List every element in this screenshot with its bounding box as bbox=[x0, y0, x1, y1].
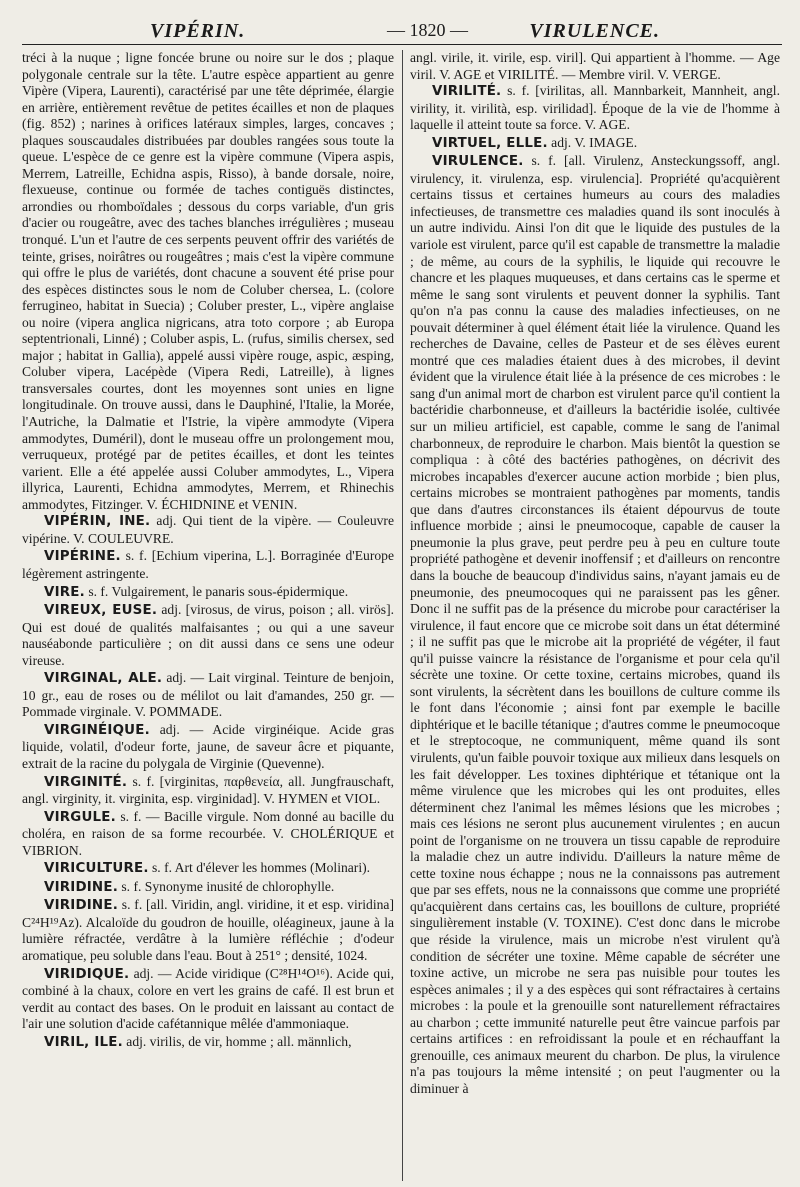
right-continuation-text: angl. virile, it. virile, esp. viril]. Qui appartient à l'homme. — Age viril. V. AGE et VIRILITÉ. — Membre viril. V. VERGE. bbox=[410, 50, 780, 82]
entry-headword: VIRULENCE. bbox=[432, 154, 524, 170]
dictionary-entry bbox=[22, 670, 394, 721]
dictionary-entry bbox=[22, 584, 394, 602]
dictionary-entry bbox=[410, 135, 780, 153]
page-number: — 1820 — bbox=[387, 20, 468, 40]
running-header bbox=[22, 14, 782, 45]
entry-definition: adj. Qui tient de la vipère. — Couleuvre vipérine. V. COULEUVRE. bbox=[22, 513, 394, 546]
entry-definition: s. f. [Echium viperina, L.]. Borraginée d'Europe légèrement astringente. bbox=[22, 548, 394, 581]
dictionary-entry bbox=[22, 548, 394, 582]
entry-headword: VIRILITÉ. bbox=[432, 84, 502, 100]
left-column bbox=[22, 50, 394, 1181]
entry-headword: VIRIDINE. bbox=[44, 898, 118, 914]
entry-definition: adj. — Acide virginéique. Acide gras liquide, volatil, d'odeur forte, jaune, de saveur âcre et piquante, extrait de la racine du polygala de Virginie (Quevenne). bbox=[22, 721, 394, 771]
entry-headword: VIRICULTURE. bbox=[44, 861, 149, 877]
dictionary-entry bbox=[22, 1034, 394, 1052]
dictionary-entry bbox=[410, 83, 780, 134]
dictionary-entry bbox=[22, 513, 394, 547]
entry-headword: VIRIDIQUE. bbox=[44, 966, 130, 982]
entry-headword: VIRGINAL, ALE. bbox=[44, 671, 163, 687]
dictionary-entry bbox=[410, 153, 780, 1097]
entry-headword: VIRE. bbox=[44, 584, 85, 600]
right-column bbox=[410, 50, 780, 1181]
entry-headword: VIRGINÉIQUE. bbox=[44, 722, 150, 738]
dictionary-entry bbox=[22, 860, 394, 878]
entry-definition: adj. — Lait virginal. Teinture de benjoin, 10 gr., eau de roses ou de mélilot ou lait d'amandes, 250 gr. — Pommade virginale. V. POMMADE. bbox=[22, 670, 394, 720]
entry-headword: VIRIDINE. bbox=[44, 879, 118, 895]
entry-definition: adj. virilis, de vir, homme ; all. männlich, bbox=[126, 1033, 352, 1049]
dictionary-entry bbox=[22, 602, 394, 669]
entry-headword: VIPÉRIN, INE. bbox=[44, 514, 151, 530]
entry-definition: s. f. Vulgairement, le panaris sous-épidermique. bbox=[88, 583, 349, 599]
entry-definition: adj. V. IMAGE. bbox=[551, 134, 638, 150]
entry-headword: VIRTUEL, ELLE. bbox=[432, 135, 548, 151]
entry-headword: VIREUX, EUSE. bbox=[44, 603, 158, 619]
dictionary-entry bbox=[22, 879, 394, 897]
entry-definition: adj. [virosus, de virus, poison ; all. virös]. Qui est doué de qualités malfaisantes ; ou qui a une saveur nauséabonde particulière ; on dit aussi dans ce sens une odeur vireuse. bbox=[22, 602, 394, 668]
header-first-word: VIPÉRIN. bbox=[150, 20, 246, 42]
dictionary-entry bbox=[22, 722, 394, 773]
dictionary-entry bbox=[22, 774, 394, 808]
entry-definition: s. f. [virginitas, παρθενεία, all. Jungfrauschaft, angl. virginity, it. virginita, esp. virginidad]. V. HYMEN et VIOL. bbox=[22, 773, 394, 807]
entry-definition: s. f. [virilitas, all. Mannbarkeit, Mannheit, angl. virility, it. virilità, esp. virilidad]. Époque de la vie de l'homme à laquelle il atteint toute sa force. V. AGE. bbox=[410, 83, 780, 133]
left-continuation-text: tréci à la nuque ; ligne foncée brune ou noire sur le dos ; plaque polygonale centrale sur la tête. L'autre espèce appartient au genre Vipère (Vipera, Laurenti), caractérisé par une tête déprimée, élargie en arrière, entièrement revêtue de petites écailles et non de plaques (fig. 852) ; narines à orifices latéraux simples, larges, concaves ; plaques souscaudales distribuées par doubles rangées sous toute la queue. L'espèce de ce genre est la vipère commune (Vipera aspis, Merrem, Latreille, Echidna aspis, Risso), à bande dorsale, noire, flexueuse, continue ou formée de taches contiguës distinctes, arrondies ou rhomboïdales ; dessous du corps variable, d'un gris d'acier ou rougeâtre, avec des taches blanches irrégulières ; museau tronqué. L'un et l'autre de ces serpents peuvent offrir des variétés de teinte, grises, noirâtres ou rougeâtres ; mais c'est la vipère commune qui offre le plus de variétés, dont chacune a souvent été prise pour des espèces distinctes sous le nom de Coluber chersea, L. (colore ferrugineo, habitat in Suecia) ; Coluber prester, L., vipère anglaise ou noire (vipera anglica nigricans, atra toto corpore ; ab Europa septentrionali, Linné) ; Coluber aspis, L. (rufus, similis chersex, sed major ; habitat in Gallia), appelé aussi vipère rouge, aspic, æsping, Coluber vipera, Lacépède (Vipera Redi, Latreille), à lignes transversales courtes, dont les moyennes sont unies en ligne longitudinale. On trouve aussi, dans le Dauphiné, l'Italie, la Morée, l'Autriche, la Dalmatie et l'Istrie, la vipère ammodyte (Vipera ammodytes, Duméril), dont le museau offre un prolongement mou, verruqueux, protégé par de petites écailles, et dont les teintes varient. Elle a été appelée aussi Coluber ammodytes, L., Vipera illyrica, Laurenti, Echidna ammodytes, Merrem, et Rhinechis ammodytes, Fitzinger. V. ÉCHIDNINE et VENIN. bbox=[22, 50, 394, 512]
entry-headword: VIRIL, ILE. bbox=[44, 1034, 123, 1050]
entry-headword: VIRGINITÉ. bbox=[44, 774, 128, 790]
column-divider bbox=[402, 50, 403, 1181]
entry-definition: s. f. [all. Viridin, angl. viridine, it et esp. viridina] C²⁴H¹⁹Az). Alcaloïde du goudron de houille, oléagineux, jaune à la lumière réfractée, verdâtre à la lumière réfléchie ; d'odeur aromatique, peu soluble dans l'eau. Bout à 251° ; densité, 1024. bbox=[22, 897, 394, 963]
dictionary-entry bbox=[22, 966, 394, 1033]
entry-definition: s. f. [all. Virulenz, Ansteckungssoff, angl. virulency, it. virulenza, esp. virulencia]. Propriété qu'acquièrent certains tissus et certaines humeurs au cours des maladies infectieuses, de transmettre ces maladies quand ils sont inoculés à un autre individu. Ainsi l'on dit que le liquide des pustules de la variole est virulent, parce qu'il est capable de transmettre la maladie ; de même, au cours de la syphilis, le liquide qui recouvre le chancre et les plaques muqueuses, et dans certains cas le sperme et même le sang sont virulents et peuvent donner la syphilis. Tant qu'on n'a pas connu la cause des maladies infectieuses, on ne pouvait déterminer à quel élément était liée la virulence. Quand les recherches de Davaine, celles de Pasteur et de ses élèves eurent montré que ces maladies étaient dues à des microbes, il devint évident que la virulence était liée à la présence de ces microbes : le sang d'un animal mort de charbon est virulent parce qu'il contient la bactéridie charbonneuse, et d'ailleurs la bactéridie isolée, cultivée sur un milieu artificiel, est capable, comme le sang de l'animal charbonneux, de reproduire le charbon. Mais bientôt la question se compliqua : à côté des bactéries pathogènes, on décrivit des microbes incapables d'exercer aucune action morbide ; bien plus, certains microbes se montraient pathogènes par moments, tandis que dans d'autres circonstances ils étaient dépourvus de toute influence morbide ; ainsi le pneumocoque, capable de causer la pneumonie la plus grave, peut perdre peu à peu en culture toute propriété pathogène et devenir inoffensif ; et d'ailleurs on rencontre dans la bouche de beaucoup d'individus sains, n'ayant jamais eu de pneumonie, des pneumocoques qui ne paraissent pas les gêner. Donc il ne suffit pas de la présence du microbe pour caractériser la virulence, il faut encore que ce microbe soit dans un état déterminé ; il ne suffit pas que le microbe ait la propriété de végéter, il faut qu'il puisse vaincre la résistance de l'organisme et pour cela qu'il sécrète une toxine. Or cette toxine, certains microbes, quand ils sont virulents, la sécrètent dans les bouillons de culture comme ils le font dans l'économie ; ainsi font par exemple le bacille diphtérique et le bacille tétanique ; d'autres comme le pneumocoque et le streptocoque, ne communiquent, même quand ils sont virulents, qu'un faible pouvoir toxique aux milieux dans lesquels on les fait développer. Les toxines diphtérique et tétanique ont la même virulence que les microbes qui les ont produites, elles déterminent chez l'animal les mêmes lésions que les microbes ; mais ces lésions ne seront plus aucunement virulentes ; en aucun point de l'organisme on ne trouvera un tissu capable de reproduire la maladie chez un autre individu. D'ailleurs la nature même de cette toxine nous échappe ; nous ne la connaissons pas autrement que par ses effets, nous ne la connaissons que comme une propriété qu'acquièrent dans certains cas, les bouillons de culture, propriété singulièrement instable (V. TOXINE). C'est donc dans le microbe que réside la virulence, mais un microbe n'est virulent qu'à condition de sécréter une toxine. Même capable de sécréter une toxine active, un microbe ne sera pas nuisible pour toutes les espèces animales ; il y a des espèces qui sont réfractaires à certains microbes : la poule et la grenouille sont naturellement réfractaires au charbon ; cette immunité naturelle peut être vaincue parfois par certains artifices : en refroidissant la poule et en réchauffant la grenouille, ces animaux meurent du charbon. De plus, la virulence n'a pas toujours la même intensité ; on peut l'augmenter ou la diminuer à bbox=[410, 153, 780, 1096]
dictionary-entry bbox=[22, 897, 394, 964]
entry-definition: s. f. — Bacille virgule. Nom donné au bacille du choléra, en raison de sa forme recourbée. V. CHOLÉRIQUE et VIBRION. bbox=[22, 808, 394, 858]
entry-headword: VIPÉRINE. bbox=[44, 549, 121, 565]
dictionary-entry bbox=[22, 809, 394, 860]
entry-definition: s. f. Art d'élever les hommes (Molinari). bbox=[152, 860, 371, 876]
entry-definition: s. f. Synonyme inusité de chlorophylle. bbox=[121, 878, 335, 894]
entry-definition: adj. — Acide viridique (C²⁸H¹⁴O¹⁶). Acide qui, combiné à la chaux, colore en vert les grains de café. Il est brun et verdit au contact des bases. On le produit en laissant au contact de l'air une solution d'acide cafétannique mêlée d'ammoniaque. bbox=[22, 965, 394, 1032]
header-last-word: VIRULENCE. bbox=[529, 20, 660, 42]
entry-headword: VIRGULE. bbox=[44, 809, 116, 825]
